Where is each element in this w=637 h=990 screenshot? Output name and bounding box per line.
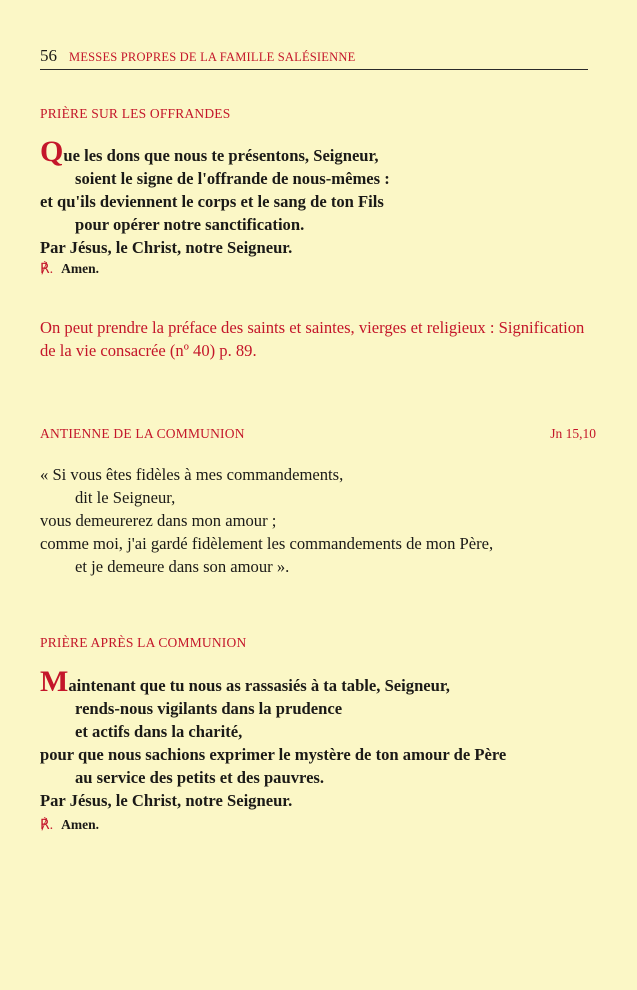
response-symbol: ℟.: [40, 818, 54, 833]
offerings-response: [40, 261, 99, 278]
response-text: Amen.: [61, 817, 99, 832]
offerings-heading: PRIÈRE SUR LES OFFRANDES: [40, 106, 231, 121]
post-communion-prayer: [40, 665, 600, 812]
drop-cap: M: [40, 665, 69, 698]
prayer-line: pour que nous sachions exprimer le mystère de ton amour de Père: [40, 745, 507, 764]
antiphon-line: et je demeure dans son amour ».: [75, 557, 290, 576]
antiphon-line: vous demeurerez dans mon amour ;: [40, 511, 277, 530]
prayer-line: pour opérer notre sanctification.: [75, 215, 305, 234]
prayer-line: soient le signe de l'offrande de nous-mêmes :: [75, 169, 390, 188]
communion-antiphon-heading: ANTIENNE DE LA COMMUNION: [40, 426, 245, 441]
prayer-line: Par Jésus, le Christ, notre Seigneur.: [40, 791, 293, 810]
response-text: Amen.: [61, 261, 99, 276]
prayer-line: et qu'ils deviennent le corps et le sang de ton Fils: [40, 192, 384, 211]
running-header: [40, 46, 588, 70]
post-communion-response: [40, 817, 99, 834]
response-symbol: ℟.: [40, 262, 54, 277]
page-number: 56: [40, 46, 57, 65]
communion-antiphon-text: [40, 463, 600, 578]
prayer-line: rends-nous vigilants dans la prudence: [75, 699, 343, 718]
prayer-line: Par Jésus, le Christ, notre Seigneur.: [40, 238, 293, 257]
offerings-prayer: [40, 135, 600, 259]
prayer-line: et actifs dans la charité,: [75, 722, 243, 741]
preface-rubric: On peut prendre la préface des saints et saintes, vierges et religieux : Signification de la vie consacrée (nº 40) p. 89.: [40, 318, 585, 360]
antiphon-line: comme moi, j'ai gardé fidèlement les commandements de mon Père,: [40, 534, 494, 553]
prayer-line: Que les dons que nous te présentons, Seigneur,: [40, 135, 379, 168]
antiphon-line: « Si vous êtes fidèles à mes commandements,: [40, 465, 344, 484]
antiphon-line: dit le Seigneur,: [75, 488, 176, 507]
scripture-reference: Jn 15,10: [550, 426, 596, 441]
prayer-line: au service des petits et des pauvres.: [75, 768, 325, 787]
prayer-line: Maintenant que tu nous as rassasiés à ta table, Seigneur,: [40, 665, 450, 698]
drop-cap: Q: [40, 135, 64, 168]
running-title: MESSES PROPRES DE LA FAMILLE SALÉSIENNE: [69, 50, 356, 64]
post-communion-heading: PRIÈRE APRÈS LA COMMUNION: [40, 635, 247, 650]
